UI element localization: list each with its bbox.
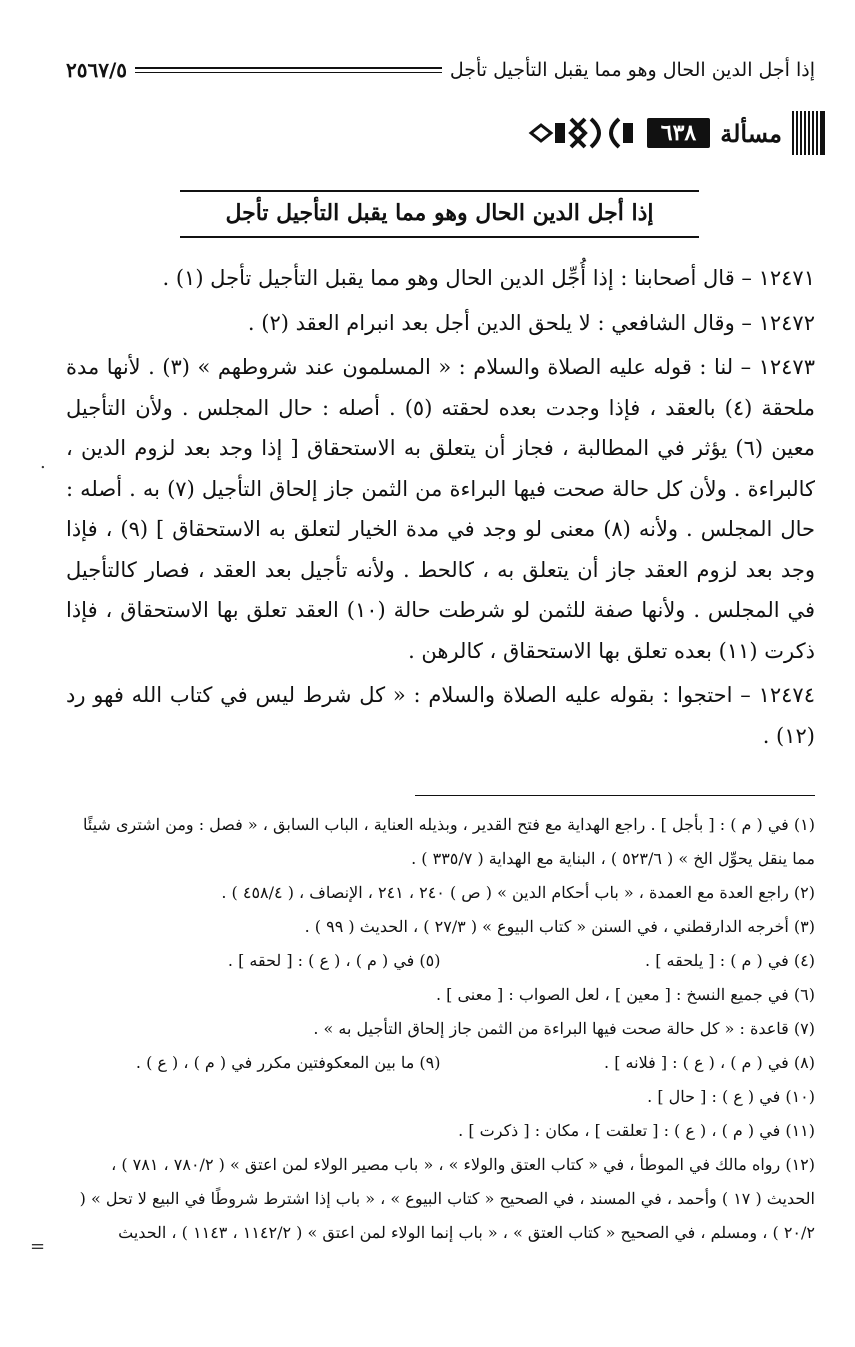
main-text [66,258,815,760]
continuation-mark: = [30,1236,46,1257]
paragraph-12473: ١٢٤٧٣ – لنا : قوله عليه الصلاة والسلام : « المسلمون عند شروطهم » (٣) . لأنها مدة ملحقة (٤) بالعقد ، فإذا وجدت بعده لحقته (٥) . أصله : حال المجلس . ولأن التأجيل معين (٦) يؤثر في المطالبة ، فجاز أن يتعلق به الاستحقاق [ إذا وجد بعد لزوم الدين ، كالبراءة . ولأن كل حالة صحت فيها البراءة من الثمن جاز إلحاق التأجيل (٧) به . أصله : حال المجلس . ولأنه (٨) معنى لو وجد في مدة الخيار لتعلق به الاستحقاق ] (٩) ، فإذا وجد بعد لزوم العقد جاز أن يتعلق به ، كالحط . ولأنه تأجيل بعد العقد ، فصار كالتأجيل في المجلس . ولأنها صفة للثمن لو شرطت حالة (١٠) العقد تعلق بها الاستحقاق ، فإذا ذكرت (١١) بعده تعلق بها الاستحقاق ، كالرهن . [66,355,816,663]
masala-number: ٦٣٨ [647,118,710,148]
footnote-6: (٦) في جميع النسخ : [ معين ] ، لعل الصواب : [ معنى ] . [435,985,815,1004]
footnote-3: (٣) أخرجه الدارقطني ، في السنن « كتاب البيوع » ( ٢٧/٣ ) ، الحديث ( ٩٩ ) . [304,917,815,936]
footnote-4: (٤) في ( م ) : [ يلحقه ] . [645,951,815,970]
footnote-separator [415,795,815,796]
header-rule [135,67,442,73]
paragraph-12471: ١٢٤٧١ – قال أصحابنا : إذا أُجِّل الدين الحال وهو مما يقبل التأجيل تأجل (١) . [162,266,815,290]
footnote-11: (١١) في ( م ) ، ( ع ) : [ تعلقت ] ، مكان : [ ذكرت ] . [458,1121,815,1140]
margin-dot: . [40,452,46,473]
running-header [66,52,815,88]
paragraph-12472: ١٢٤٧٢ – وقال الشافعي : لا يلحق الدين أجل بعد انبرام العقد (٢) . [247,310,815,335]
paragraph-12474: ١٢٤٧٤ – احتجوا : بقوله عليه الصلاة والسلام : « كل شرط ليس في كتاب الله فهو رد (١٢) . [66,683,815,748]
chapter-title: إذا أجل الدين الحال وهو مما يقبل التأجيل تأجل [180,190,699,238]
arabesque-ornament-icon [527,113,637,153]
footnote-9: (٩) ما بين المعكوفتين مكرر في ( م ) ، ( ع ) . [135,1053,441,1072]
footnote-12: (١٢) رواه مالك في الموطأ ، في « كتاب العتق والولاء » ، « باب مصير الولاء لمن اعتق » ( ٧٨٠/٢ ، ٧٨١ ) ، الحديث ( ١٧ ) وأحمد ، في المسند ، في الصحيح « كتاب البيوع » ، « باب إذا اشترط شروطًا في البيع لا تحل » ( ٢٠/٢ ) ، ومسلم ، في الصحيح « كتاب العتق » ، « باب إنما الولاء لمن اعتق » ( ١١٤٢/٢ ، ١١٤٣ ) ، الحديث [79,1155,815,1242]
footnote-row-8-9 [66,1046,815,1080]
footnotes [66,808,815,1250]
footnote-8: (٨) في ( م ) ، ( ع ) : [ فلانه ] . [604,1053,815,1072]
footnote-10: (١٠) في ( ع ) : [ حال ] . [647,1087,815,1106]
footnote-5: (٥) في ( م ) ، ( ع ) : [ لحقه ] . [227,951,441,970]
masala-banner [527,108,825,158]
running-header-title: إذا أجل الدين الحال وهو مما يقبل التأجيل تأجل [449,59,815,81]
footnote-row-4-5 [66,944,815,978]
masala-label: مسألة [720,118,782,148]
footnote-7: (٧) قاعدة : « كل حالة صحت فيها البراءة من الثمن جاز إلحاق التأجيل به » . [313,1019,815,1038]
page-reference: ٢٥٦٧/٥ [66,58,128,82]
footnote-1: (١) في ( م ) : [ بأجل ] . راجع الهداية مع فتح القدير ، وبذيله العناية ، الباب السابق ، « فصل : ومن اشترى شيئًا مما ينقل يحوِّل الخ » ( ٥٢٣/٦ ) ، البناية مع الهداية ( ٣٣٥/٧ ) . [83,815,815,868]
vertical-bars-icon [792,111,825,155]
footnote-2: (٢) راجع العدة مع العمدة ، « باب أحكام الدين » ( ص ) ٢٤٠ ، ٢٤١ ، الإنصاف ، ( ٤٥٨/٤ ) . [221,883,815,902]
